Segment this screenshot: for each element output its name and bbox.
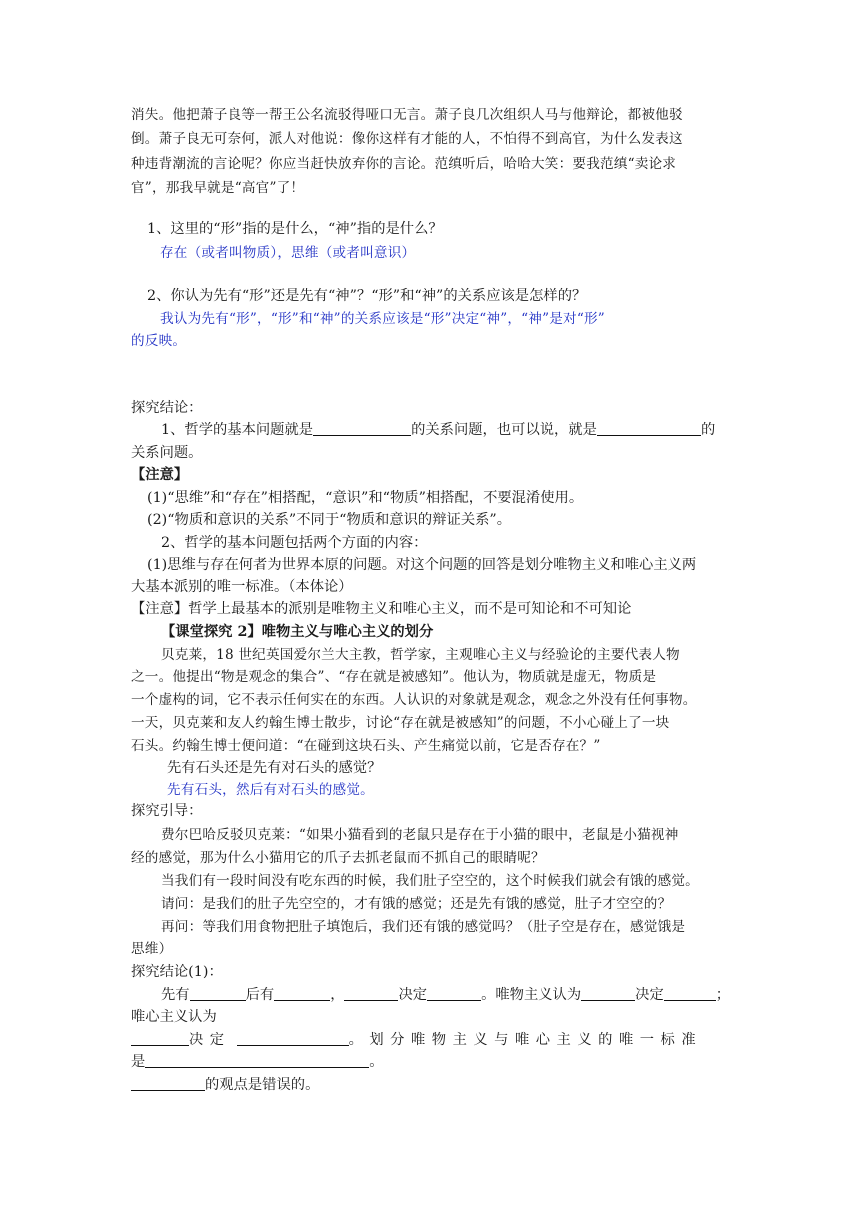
passage-line-4: 官”，那我早就是“高官”了！ [131,180,305,196]
conclusion-item-1 [161,420,733,440]
explore-2-line-3: 一个虚构的词，它不表示任何实在的东西。人认识的对象就是观念，观念之外没有任何事物。 [131,692,697,708]
conclusion-heading: 探究结论： [131,400,203,416]
passage-line-2: 倒。萧子良无可奈何，派人对他说：像你这样有才能的人，不怕得不到高官，为什么发表这 [131,131,683,147]
guide-p2-line-3: 再问：等我们用食物把肚子填饱后，我们还有饿的感觉吗？（肚子空是存在，感觉饿是 [161,919,686,935]
blank-8[interactable] [664,986,716,1001]
item-2-1-line-2: 大基本派别的唯一标准。（本体论） [131,579,353,595]
c2-text-1: 先有 [161,987,190,1003]
passage-line-3: 种违背潮流的言论呢？你应当赶快放弃你的言论。范缜听后，哈哈大笑：要我范缜“卖论求 [131,156,677,172]
blank-10[interactable] [237,1031,349,1046]
c2-text-4: 决定 [398,987,428,1003]
c2-text-9: 。划分唯物主义与唯心主义的唯一标准 [348,1032,703,1048]
conclusion-2-line-1 [161,985,735,1005]
note-3: 【注意】哲学上最基本的派别是唯物主义和唯心主义，而不是可知论和不可知论 [131,601,632,617]
conclusion-item-1-cont: 关系问题。 [131,445,203,461]
note-heading: 【注意】 [131,467,189,483]
conclusion-2-line-2: 唯心主义认为 [131,1009,217,1025]
guide-p2-line-1: 当我们有一段时间没有吃东西的时候，我们肚子空空的，这个时候我们就会有饿的感觉。 [161,873,699,889]
question-2: 2、你认为先有“形”还是先有“神”？“形”和“神”的关系应该是怎样的？ [147,288,587,304]
c2-text-6: 决定 [635,987,664,1003]
item1-text-a: 1、哲学的基本问题就是 [161,422,314,438]
c2-text-5: 。唯物主义认为 [481,987,582,1003]
item1-text-b: 的关系问题，也可以说，就是 [411,422,597,438]
blank-12[interactable] [131,1076,205,1091]
question-1: 1、这里的“形”指的是什么，“神”指的是什么？ [147,221,443,237]
c2-text-12: 的观点是错误的。 [205,1077,320,1093]
explore-2-line-5: 石头。约翰生博士便问道：“在碰到这块石头、产生痛觉以前，它是否存在？” [131,738,601,754]
guide-p1-line-2: 经的感觉，那为什么小猫用它的爪子去抓老鼠而不抓自己的眼睛呢？ [131,850,545,866]
blank-9[interactable] [131,1031,189,1046]
blank-5[interactable] [344,986,398,1001]
conclusion-item-2: 2、哲学的基本问题包括两个方面的内容： [161,535,428,551]
blank-4[interactable] [274,986,330,1001]
note-2: (2)“物质和意识的关系”不同于“物质和意识的辩证关系”。 [147,512,512,528]
passage-line-1: 消失。他把萧子良等一帮王公名流驳得哑口无言。萧子良几次组织人马与他辩论，都被他驳 [131,107,683,123]
c2-text-10: 是 [131,1054,146,1070]
conclusion-2-heading: 探究结论(1)： [131,964,223,980]
blank-2[interactable] [597,421,701,436]
c2-text-2: 后有 [245,987,275,1003]
explore-2-line-1: 贝克莱，18 世纪英国爱尔兰大主教，哲学家，主观唯心主义与经验论的主要代表人物 [161,647,680,663]
blank-6[interactable] [427,986,481,1001]
blank-1[interactable] [313,421,411,436]
answer-1: 存在（或者叫物质），思维（或者叫意识） [160,245,416,261]
answer-2-line-2: 的反映。 [131,333,187,349]
explore-2-title: 【课堂探究 2】唯物主义与唯心主义的划分 [161,624,434,640]
note-1: (1)“思维”和“存在”相搭配，“意识”和“物质”相搭配，不要混淆使用。 [147,490,584,506]
c2-text-11: 。 [369,1054,384,1070]
blank-3[interactable] [190,986,246,1001]
conclusion-2-line-3 [131,1030,731,1050]
item1-text-c: 的 [700,422,716,438]
explore-2-answer: 先有石头，然后有对石头的感觉。 [167,782,374,798]
c2-text-3: ， [330,987,345,1003]
blank-11[interactable] [145,1053,369,1068]
blank-7[interactable] [581,986,635,1001]
explore-2-line-2: 之一。他提出“物是观念的集合”、“存在就是被感知”。他认为，物质就是虚无，物质是 [131,669,657,685]
conclusion-2-line-4 [131,1052,733,1072]
guide-p1-line-1: 费尔巴哈反驳贝克莱：“如果小猫看到的老鼠只是存在于小猫的眼中，老鼠是小猫视神 [161,827,679,843]
c2-text-7: ； [715,987,731,1003]
conclusion-2-line-5 [131,1075,733,1095]
guide-p2-line-2: 请问：是我们的肚子先空空的，才有饿的感觉；还是先有饿的感觉，肚子才空空的？ [161,896,672,912]
item-2-1-line-1: (1)思维与存在何者为世界本原的问题。对这个问题的回答是划分唯物主义和唯心主义两 [147,557,697,573]
answer-2-line-1: 我认为先有“形”，“形”和“神”的关系应该是“形”决定“神”，“神”是对“形” [160,311,605,327]
c2-text-8: 决定 [189,1032,231,1048]
guide-heading: 探究引导： [131,803,203,819]
explore-2-line-4: 一天，贝克莱和友人约翰生博士散步，讨论“存在就是被感知”的问题，不小心碰上了一块 [131,715,670,731]
guide-p2-line-4: 思维） [131,941,173,957]
explore-2-question: 先有石头还是先有对石头的感觉？ [167,760,382,776]
